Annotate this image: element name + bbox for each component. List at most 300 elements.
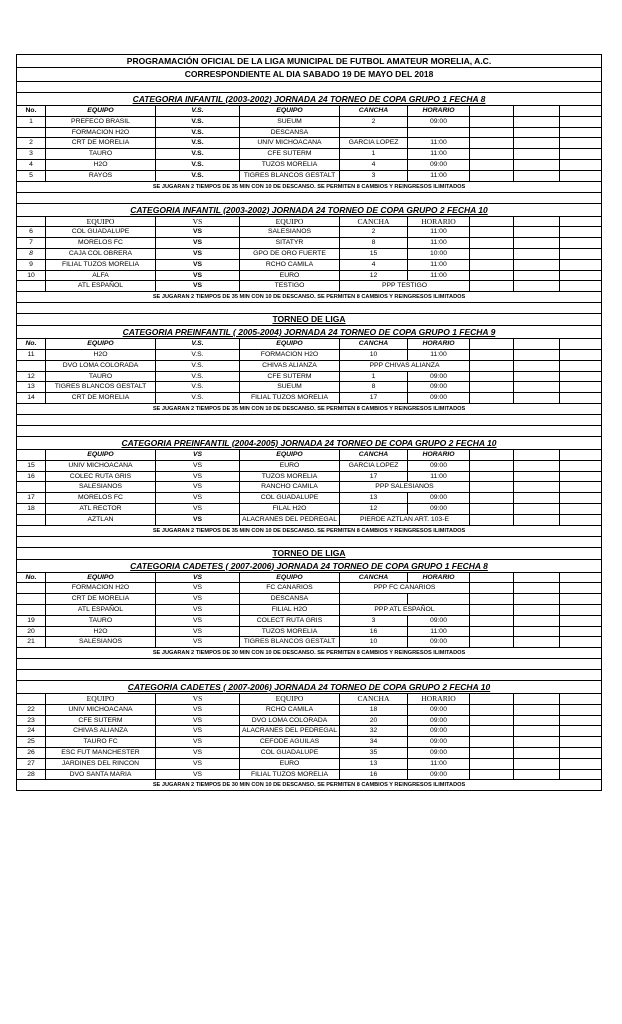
header-vs: V.S.	[155, 106, 239, 116]
match-row	[16, 705, 602, 716]
empty-cell	[513, 372, 559, 382]
vs-label: VS	[155, 472, 239, 482]
match-number	[17, 583, 45, 593]
match-row	[16, 583, 602, 594]
vs-label: V.S.	[155, 382, 239, 392]
horario: 11:00	[407, 627, 469, 637]
away-team: CHIVAS ALIANZA	[239, 361, 339, 371]
vs-label: VS	[155, 271, 239, 281]
header-vs: VS	[155, 694, 239, 704]
vs-label: VS	[155, 461, 239, 471]
horario: 11:00	[407, 472, 469, 482]
away-team: FILIAL TUZOS MORELIA	[239, 393, 339, 403]
away-team: SUEUM	[239, 117, 339, 127]
header-no: No.	[25, 340, 37, 348]
empty-cell	[559, 372, 602, 382]
match-row	[16, 627, 602, 638]
vs-label: VS	[155, 281, 239, 291]
empty-cell	[513, 106, 559, 116]
empty-cell	[469, 705, 513, 715]
cancha: 8	[339, 238, 407, 248]
away-team: RCHO CAMILA	[239, 705, 339, 715]
match-result-note: PPP SALESIANOS	[339, 482, 469, 492]
vs-label: VS	[155, 249, 239, 259]
match-row	[16, 128, 602, 139]
horario: 09:00	[407, 726, 469, 736]
cancha: 4	[339, 260, 407, 270]
empty-cell	[559, 737, 602, 747]
cancha: 34	[339, 737, 407, 747]
match-number: 1	[29, 117, 33, 125]
empty-cell	[469, 227, 513, 237]
category-title: CATEGORIA PREINFANTIL ( 2005-2004) JORNADA 24 TORNEO DE COPA GRUPO 1 FECHA 9	[16, 326, 602, 339]
match-row	[16, 138, 602, 149]
match-row	[16, 149, 602, 160]
match-row	[16, 281, 602, 292]
vs-label: VS	[155, 637, 239, 647]
empty-cell	[513, 461, 559, 471]
empty-cell	[513, 149, 559, 159]
empty-cell	[469, 770, 513, 780]
match-number: 9	[29, 260, 33, 268]
match-number: 5	[29, 171, 33, 179]
empty-cell	[513, 138, 559, 148]
spacer-row	[16, 537, 602, 548]
vs-label: VS	[155, 627, 239, 637]
empty-cell	[513, 694, 559, 704]
empty-cell	[559, 238, 602, 248]
match-row	[16, 482, 602, 493]
horario: 11:00	[407, 227, 469, 237]
home-team: TAURO	[45, 372, 155, 382]
empty-cell	[513, 382, 559, 392]
empty-cell	[513, 482, 559, 492]
empty-cell	[513, 117, 559, 127]
empty-cell	[513, 171, 559, 181]
vs-label: VS	[155, 726, 239, 736]
match-result-note: PIERDE AZTLAN ART. 103-E	[339, 515, 469, 525]
cancha: 13	[339, 759, 407, 769]
away-team: GPO DE ORO FUERTE	[239, 249, 339, 259]
away-team: SITATYR	[239, 238, 339, 248]
spacer-row	[16, 415, 602, 426]
vs-label: V.S.	[155, 117, 239, 127]
empty-cell	[559, 472, 602, 482]
home-team: SALESIANOS	[45, 482, 155, 492]
match-number: 14	[27, 394, 35, 402]
cancha	[339, 594, 407, 604]
match-row	[16, 737, 602, 748]
match-number	[17, 361, 45, 371]
match-number	[17, 281, 45, 291]
header-cancha: CANCHA	[339, 339, 407, 349]
horario: 09:00	[407, 716, 469, 726]
empty-cell	[469, 350, 513, 360]
schedule-sheet	[16, 54, 602, 791]
rules-note: SE JUGARAN 2 TIEMPOS DE 35 MIN CON 10 DE DESCANSO. SE PERMITEN 8 CAMBIOS Y REINGRESOS ILIMITADOS	[16, 404, 602, 415]
cancha: 20	[339, 716, 407, 726]
horario: 09:00	[407, 637, 469, 647]
empty-cell	[469, 573, 513, 583]
header-no: No.	[25, 107, 37, 114]
match-row	[16, 726, 602, 737]
empty-cell	[513, 361, 559, 371]
match-number: 16	[27, 472, 35, 480]
empty-cell	[513, 227, 559, 237]
header-horario: HORARIO	[407, 573, 469, 583]
match-number: 8	[29, 249, 33, 257]
match-row	[16, 227, 602, 238]
match-result-note: PPP CHIVAS ALIANZA	[339, 361, 469, 371]
rules-note: SE JUGARAN 2 TIEMPOS DE 30 MIN CON 10 DE DESCANSO. SE PERMITEN 8 CAMBIOS Y REINGRESOS ILIMITADOS	[16, 780, 602, 791]
away-team: SALESIANOS	[239, 227, 339, 237]
vs-label: VS	[155, 238, 239, 248]
empty-cell	[559, 339, 602, 349]
spacer-row	[16, 659, 602, 670]
empty-cell	[469, 759, 513, 769]
home-team: DVO LOMA COLORADA	[45, 361, 155, 371]
vs-label: VS	[155, 482, 239, 492]
match-number	[17, 482, 45, 492]
vs-label: V.S.	[155, 393, 239, 403]
match-number	[17, 605, 45, 615]
away-team: CEFODE AGUILAS	[239, 737, 339, 747]
empty-cell	[469, 627, 513, 637]
match-row	[16, 504, 602, 515]
empty-cell	[559, 171, 602, 181]
away-team: UNIV MICHOACANA	[239, 138, 339, 148]
empty-cell	[469, 238, 513, 248]
empty-cell	[469, 339, 513, 349]
home-team: JARDINES DEL RINCON	[45, 759, 155, 769]
header-equipo-local: EQUIPO	[45, 339, 155, 349]
empty-cell	[513, 271, 559, 281]
away-team: FILIAL H2O	[239, 605, 339, 615]
home-team: UNIV MICHOACANA	[45, 461, 155, 471]
empty-cell	[513, 238, 559, 248]
header-cancha: CANCHA	[339, 106, 407, 116]
cancha: 35	[339, 748, 407, 758]
empty-cell	[559, 770, 602, 780]
empty-cell	[469, 716, 513, 726]
empty-cell	[513, 573, 559, 583]
cancha: 12	[339, 271, 407, 281]
empty-cell	[513, 128, 559, 138]
cancha: 18	[339, 705, 407, 715]
match-number: 15	[27, 461, 35, 469]
match-row	[16, 171, 602, 182]
empty-cell	[513, 260, 559, 270]
empty-cell	[469, 461, 513, 471]
table-header	[16, 450, 602, 461]
horario: 11:00	[407, 171, 469, 181]
home-team: PREFECO BRASIL	[45, 117, 155, 127]
match-number: 24	[27, 727, 35, 735]
category-title: CATEGORIA INFANTIL (2003-2002) JORNADA 24 TORNEO DE COPA GRUPO 1 FECHA 8	[16, 93, 602, 106]
header-equipo-local: EQUIPO	[45, 573, 155, 583]
table-header	[16, 106, 602, 117]
empty-cell	[469, 149, 513, 159]
empty-cell	[513, 472, 559, 482]
home-team: TAURO FC	[45, 737, 155, 747]
match-row	[16, 759, 602, 770]
empty-cell	[513, 770, 559, 780]
header-no	[17, 450, 45, 460]
empty-cell	[469, 737, 513, 747]
empty-cell	[469, 249, 513, 259]
home-team: TAURO	[45, 149, 155, 159]
empty-cell	[559, 627, 602, 637]
rules-note: SE JUGARAN 2 TIEMPOS DE 35 MIN CON 10 DE DESCANSO. SE PERMITEN 8 CAMBIOS Y REINGRESOS ILIMITADOS	[16, 292, 602, 303]
match-number: 28	[27, 770, 35, 778]
empty-cell	[469, 372, 513, 382]
match-row	[16, 361, 602, 372]
match-row	[16, 350, 602, 361]
vs-label: V.S.	[155, 171, 239, 181]
match-number: 17	[27, 494, 35, 502]
match-number	[17, 594, 45, 604]
empty-cell	[513, 393, 559, 403]
home-team: UNIV MICHOACANA	[45, 705, 155, 715]
empty-cell	[513, 748, 559, 758]
header-equipo-local: EQUIPO	[45, 106, 155, 116]
empty-cell	[559, 515, 602, 525]
horario: 09:00	[407, 748, 469, 758]
away-team: COLECT RUTA GRIS	[239, 616, 339, 626]
empty-cell	[469, 472, 513, 482]
vs-label: V.S.	[155, 128, 239, 138]
home-team: CAJA COL OBRERA	[45, 249, 155, 259]
empty-cell	[559, 393, 602, 403]
cancha: 2	[339, 227, 407, 237]
match-number	[17, 128, 45, 138]
vs-label: V.S.	[155, 160, 239, 170]
vs-label: VS	[155, 493, 239, 503]
empty-cell	[469, 138, 513, 148]
cancha: 3	[339, 171, 407, 181]
empty-cell	[559, 716, 602, 726]
horario: 09:00	[407, 504, 469, 514]
match-row	[16, 260, 602, 271]
vs-label: V.S.	[155, 361, 239, 371]
header-equipo-visitante: EQUIPO	[239, 450, 339, 460]
header-vs: VS	[155, 450, 239, 460]
empty-cell	[513, 605, 559, 615]
vs-label: VS	[155, 759, 239, 769]
empty-cell	[513, 515, 559, 525]
match-number: 7	[29, 239, 33, 247]
home-team: TAURO	[45, 616, 155, 626]
cancha: 1	[339, 149, 407, 159]
match-row	[16, 472, 602, 483]
match-number: 6	[29, 228, 33, 236]
vs-label: VS	[155, 770, 239, 780]
match-row	[16, 372, 602, 383]
spacer-row	[16, 426, 602, 437]
match-row	[16, 493, 602, 504]
empty-cell	[559, 583, 602, 593]
horario: 09:00	[407, 382, 469, 392]
horario: 09:00	[407, 117, 469, 127]
empty-cell	[469, 171, 513, 181]
empty-cell	[513, 759, 559, 769]
home-team: COL GUADALUPE	[45, 227, 155, 237]
empty-cell	[559, 149, 602, 159]
empty-cell	[559, 106, 602, 116]
empty-cell	[469, 726, 513, 736]
empty-cell	[469, 594, 513, 604]
empty-cell	[469, 217, 513, 227]
header-vs: V.S.	[155, 339, 239, 349]
header-vs: VS	[155, 573, 239, 583]
empty-cell	[559, 694, 602, 704]
cancha: 4	[339, 160, 407, 170]
header-equipo-visitante: EQUIPO	[239, 217, 339, 227]
home-team: RAYOS	[45, 171, 155, 181]
empty-cell	[559, 759, 602, 769]
away-team: RANCHO CAMILA	[239, 482, 339, 492]
vs-label: V.S.	[155, 149, 239, 159]
header-cancha: CANCHA	[339, 450, 407, 460]
empty-cell	[559, 748, 602, 758]
empty-cell	[469, 160, 513, 170]
spacer-row	[16, 670, 602, 681]
empty-cell	[559, 605, 602, 615]
empty-cell	[559, 450, 602, 460]
empty-cell	[469, 504, 513, 514]
empty-cell	[469, 694, 513, 704]
empty-cell	[559, 260, 602, 270]
empty-cell	[513, 716, 559, 726]
empty-cell	[469, 382, 513, 392]
away-team: FILAL H2O	[239, 504, 339, 514]
empty-cell	[559, 482, 602, 492]
match-row	[16, 461, 602, 472]
empty-cell	[513, 726, 559, 736]
category-title: CATEGORIA INFANTIL (2003-2002) JORNADA 24 TORNEO DE COPA GRUPO 2 FECHA 10	[16, 204, 602, 217]
header-horario: HORARIO	[407, 106, 469, 116]
torneo-de-liga-label: TORNEO DE LIGA	[16, 548, 602, 560]
empty-cell	[559, 249, 602, 259]
empty-cell	[469, 605, 513, 615]
home-team: ATL ESPAÑOL	[45, 281, 155, 291]
horario: 09:00	[407, 393, 469, 403]
table-header	[16, 573, 602, 584]
away-team: DVO LOMA COLORADA	[239, 716, 339, 726]
away-team: TUZOS MORELIA	[239, 472, 339, 482]
empty-cell	[513, 737, 559, 747]
header-equipo-local: EQUIPO	[45, 694, 155, 704]
home-team: FORMACION H2O	[45, 583, 155, 593]
cancha: 16	[339, 770, 407, 780]
empty-cell	[559, 594, 602, 604]
rules-note: SE JUGARAN 2 TIEMPOS DE 35 MIN CON 10 DE DESCANSO. SE PERMITEN 8 CAMBIOS Y REINGRESOS ILIMITADOS	[16, 182, 602, 193]
match-number: 13	[27, 383, 35, 391]
away-team: COL GUADALUPE	[239, 748, 339, 758]
cancha: 32	[339, 726, 407, 736]
home-team: CRT DE MORELIA	[45, 138, 155, 148]
league-title: PROGRAMACIÓN OFICIAL DE LA LIGA MUNICIPAL DE FUTBOL AMATEUR MORELIA, A.C.	[16, 54, 602, 68]
vs-label: VS	[155, 737, 239, 747]
empty-cell	[513, 627, 559, 637]
empty-cell	[469, 482, 513, 492]
away-team: TIGRES BLANCOS GESTALT	[239, 637, 339, 647]
cancha: 13	[339, 493, 407, 503]
home-team: FILIAL TUZOS MORELIA	[45, 260, 155, 270]
header-equipo-visitante: EQUIPO	[239, 573, 339, 583]
header-horario: HORARIO	[407, 694, 469, 704]
home-team: H2O	[45, 350, 155, 360]
home-team: MORELOS FC	[45, 238, 155, 248]
home-team: DVO SANTA MARIA	[45, 770, 155, 780]
away-team: TUZOS MORELIA	[239, 160, 339, 170]
horario: 09:00	[407, 616, 469, 626]
empty-cell	[513, 217, 559, 227]
vs-label: VS	[155, 716, 239, 726]
away-team: FC CANARIOS	[239, 583, 339, 593]
match-number: 25	[27, 738, 35, 746]
vs-label: VS	[155, 504, 239, 514]
vs-label: VS	[155, 616, 239, 626]
empty-cell	[513, 504, 559, 514]
empty-cell	[469, 117, 513, 127]
match-number: 11	[27, 350, 35, 358]
away-team: COL GUADALUPE	[239, 493, 339, 503]
empty-cell	[513, 705, 559, 715]
horario: 11:00	[407, 271, 469, 281]
empty-cell	[469, 583, 513, 593]
empty-cell	[559, 128, 602, 138]
empty-cell	[559, 461, 602, 471]
horario: 09:00	[407, 705, 469, 715]
empty-cell	[559, 350, 602, 360]
empty-cell	[513, 350, 559, 360]
match-number: 27	[27, 759, 35, 767]
empty-cell	[559, 281, 602, 291]
horario: 11:00	[407, 759, 469, 769]
category-title: CATEGORIA CADETES ( 2007-2006) JORNADA 24 TORNEO DE COPA GRUPO 2 FECHA 10	[16, 681, 602, 694]
empty-cell	[559, 616, 602, 626]
vs-label: VS	[155, 227, 239, 237]
match-result-note: PPP FC CANARIOS	[339, 583, 469, 593]
table-header	[16, 217, 602, 228]
home-team: H2O	[45, 160, 155, 170]
match-row	[16, 748, 602, 759]
cancha: 1	[339, 372, 407, 382]
date-subtitle: CORRESPONDIENTE AL DIA SABADO 19 DE MAYO DEL 2018	[16, 68, 602, 82]
cancha: 10	[339, 637, 407, 647]
vs-label: VS	[155, 515, 239, 525]
horario: 10:00	[407, 249, 469, 259]
empty-cell	[469, 106, 513, 116]
horario	[407, 128, 469, 138]
match-number: 18	[27, 504, 35, 512]
home-team: CHIVAS ALIANZA	[45, 726, 155, 736]
empty-cell	[559, 726, 602, 736]
empty-cell	[513, 616, 559, 626]
empty-cell	[469, 281, 513, 291]
vs-label: VS	[155, 583, 239, 593]
vs-label: V.S.	[155, 350, 239, 360]
match-row	[16, 160, 602, 171]
home-team: ALFA	[45, 271, 155, 281]
empty-cell	[469, 616, 513, 626]
empty-cell	[469, 637, 513, 647]
cancha	[339, 128, 407, 138]
cancha: 12	[339, 504, 407, 514]
empty-cell	[559, 160, 602, 170]
vs-label: VS	[155, 705, 239, 715]
